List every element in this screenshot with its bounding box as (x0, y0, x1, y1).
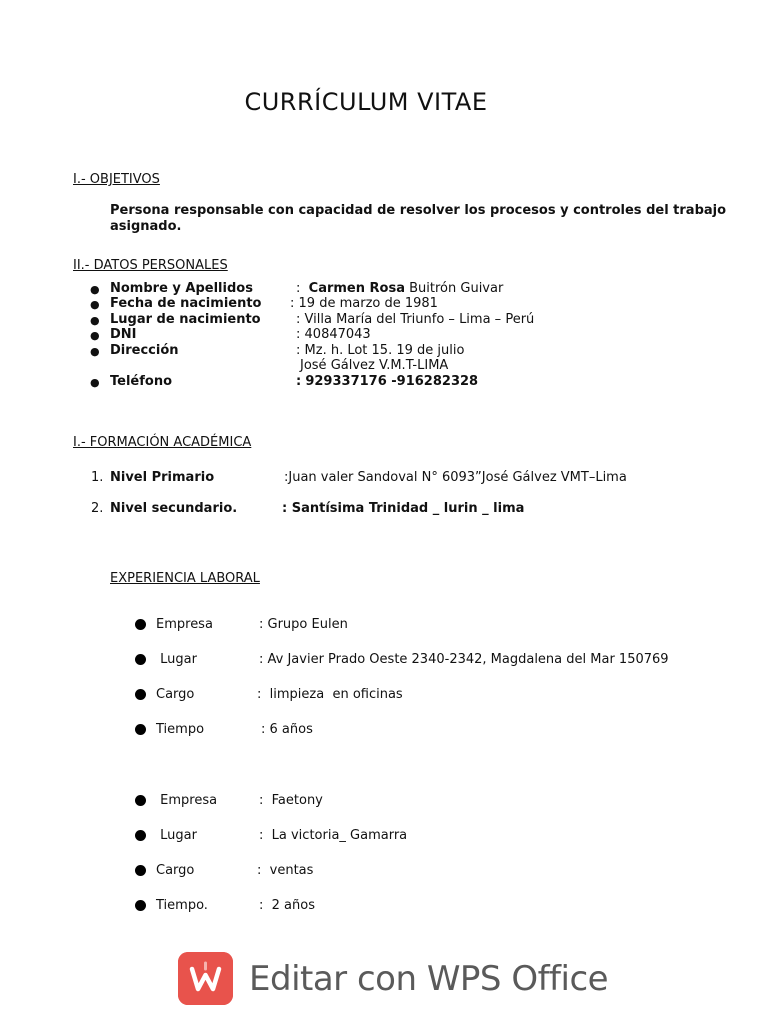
value-tiempo: : 6 años (261, 722, 313, 737)
bullet-icon: ● (90, 298, 100, 311)
bullet-icon (135, 830, 146, 841)
bullet-icon (135, 795, 146, 806)
list-number: 1. (91, 470, 104, 485)
value-telefono: : 929337176 -916282328 (296, 374, 479, 389)
wps-edit-text[interactable]: Editar con WPS Office (249, 958, 609, 999)
label-tiempo: Tiempo (156, 722, 205, 737)
label-lugar: Lugar (156, 828, 197, 843)
value-lugar: : La victoria_ Gamarra (259, 828, 408, 843)
value-cargo: : ventas (257, 863, 314, 878)
bullet-icon (135, 724, 146, 735)
wps-logo-icon (178, 952, 233, 1005)
value-cargo: : limpieza en oficinas (257, 687, 403, 702)
wps-edit-banner[interactable] (178, 952, 608, 1005)
label-nombre: Nombre y Apellidos (110, 281, 253, 296)
value-empresa: : Grupo Eulen (259, 617, 348, 632)
label-lugar-nacimiento: Lugar de nacimiento (110, 312, 261, 327)
objetivos-text-line2: asignado. (110, 219, 182, 234)
label-cargo: Cargo (156, 687, 195, 702)
bullet-icon (135, 900, 146, 911)
bullet-icon: ● (90, 314, 100, 327)
label-direccion: Dirección (110, 343, 179, 358)
bullet-icon: ● (90, 283, 100, 296)
bullet-icon: ● (90, 345, 100, 358)
bullet-icon (135, 619, 146, 630)
value-lugar-nacimiento: : Villa María del Triunfo – Lima – Perú (296, 312, 535, 327)
value-nivel-secundario: : Santísima Trinidad _ lurin _ lima (282, 501, 525, 516)
value-direccion: : Mz. h. Lot 15. 19 de julio (296, 343, 465, 358)
label-cargo: Cargo (156, 863, 195, 878)
bullet-icon (135, 865, 146, 876)
label-nivel-primario: Nivel Primario (110, 470, 215, 485)
label-nivel-secundario: Nivel secundario. (110, 501, 238, 516)
value-dni: : 40847043 (296, 327, 371, 342)
value-fecha-nacimiento: : 19 de marzo de 1981 (290, 296, 438, 311)
section-heading-experiencia: EXPERIENCIA LABORAL (110, 571, 260, 586)
value-lugar: : Av Javier Prado Oeste 2340-2342, Magdalena del Mar 150769 (259, 652, 669, 667)
section-heading-formacion: I.- FORMACIÓN ACADÉMICA (73, 435, 252, 450)
section-heading-objetivos: I.- OBJETIVOS (73, 172, 160, 187)
value-nivel-primario: :Juan valer Sandoval N° 6093”José Gálvez VMT–Lima (284, 470, 627, 485)
document-title: CURRÍCULUM VITAE (244, 88, 488, 116)
list-number: 2. (91, 501, 104, 516)
bullet-icon: ● (90, 376, 100, 389)
objetivos-text-line1: Persona responsable con capacidad de resolver los procesos y controles del trabajo (110, 203, 727, 218)
label-fecha-nacimiento: Fecha de nacimiento (110, 296, 262, 311)
label-tiempo: Tiempo. (156, 898, 208, 913)
bullet-icon (135, 654, 146, 665)
value-nombre: : Carmen Rosa Buitrón Guivar (296, 281, 504, 296)
value-empresa: : Faetony (259, 793, 323, 808)
label-dni: DNI (110, 327, 137, 342)
label-telefono: Teléfono (110, 374, 173, 389)
label-lugar: Lugar (156, 652, 197, 667)
bullet-icon (135, 689, 146, 700)
value-tiempo: : 2 años (259, 898, 315, 913)
bullet-icon: ● (90, 329, 100, 342)
value-direccion-line2: José Gálvez V.M.T-LIMA (300, 358, 449, 373)
label-empresa: Empresa (156, 793, 218, 808)
label-empresa: Empresa (156, 617, 213, 632)
section-heading-datos-personales: II.- DATOS PERSONALES (73, 258, 228, 273)
